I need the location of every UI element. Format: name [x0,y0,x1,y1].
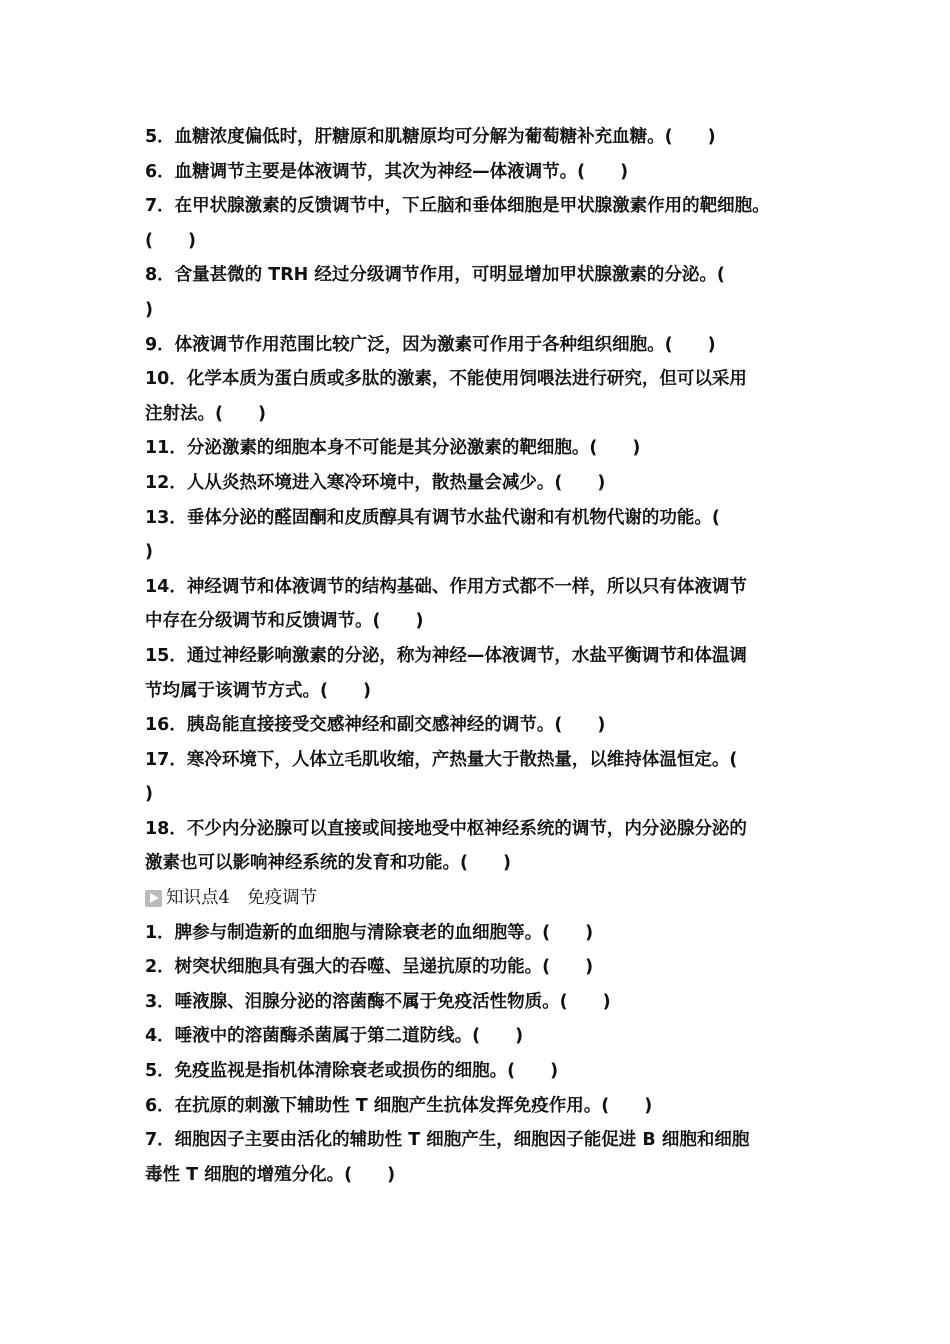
question-line: ) [145,784,153,805]
play-icon [145,890,162,907]
question-line: 6．在抗原的刺激下辅助性 T 细胞产生抗体发挥免疫作用。( ) [145,1095,653,1116]
question-item [145,916,825,951]
question-item [145,258,825,327]
question-line: 中存在分级调节和反馈调节。( ) [145,611,424,632]
question-line: 激素也可以影响神经系统的发育和功能。( ) [145,853,511,874]
document-page [145,120,825,1192]
question-item [145,189,825,258]
question-line: 注射法。( ) [145,403,266,424]
question-item [145,570,825,639]
question-line: 14．神经调节和体液调节的结构基础、作用方式都不一样，所以只有体液调节 [145,576,747,597]
question-line: ( ) [145,230,196,251]
question-line: 18．不少内分泌腺可以直接或间接地受中枢神经系统的调节，内分泌腺分泌的 [145,818,747,839]
question-item [145,501,825,570]
question-item [145,466,825,501]
question-item [145,120,825,155]
question-line: 8．含量甚微的 TRH 经过分级调节作用，可明显增加甲状腺激素的分泌。( [145,265,725,286]
section-heading [145,881,825,916]
question-line: 毒性 T 细胞的增殖分化。( ) [145,1164,396,1185]
question-line: 4．唾液中的溶菌酶杀菌属于第二道防线。( ) [145,1026,524,1047]
question-line: 15．通过神经影响激素的分泌，称为神经—体液调节，水盐平衡调节和体温调 [145,645,747,666]
question-item [145,743,825,812]
section-4-questions [145,916,825,1193]
question-line: 2．树突状细胞具有强大的吞噬、呈递抗原的功能。( ) [145,957,594,978]
question-line: 1．脾参与制造新的血细胞与清除衰老的血细胞等。( ) [145,922,594,943]
question-line: 12．人从炎热环境进入寒冷环境中，散热量会减少。( ) [145,472,606,493]
question-item [145,1089,825,1124]
question-line: 9．体液调节作用范围比较广泛，因为激素可作用于各种组织细胞。( ) [145,334,716,355]
question-line: 16．胰岛能直接接受交感神经和副交感神经的调节。( ) [145,715,606,736]
question-line: 13．垂体分泌的醛固酮和皮质醇具有调节水盐代谢和有机物代谢的功能。( [145,507,720,528]
question-item [145,155,825,190]
question-line: 10．化学本质为蛋白质或多肽的激素，不能使用饲喂法进行研究，但可以采用 [145,369,747,390]
question-item [145,708,825,743]
question-item [145,328,825,363]
question-item [145,639,825,708]
question-item [145,812,825,881]
question-line: ) [145,542,153,563]
section-heading-text: 知识点4 免疫调节 [166,888,318,909]
question-item [145,950,825,985]
question-item [145,1019,825,1054]
question-item [145,362,825,431]
question-line: 11．分泌激素的细胞本身不可能是其分泌激素的靶细胞。( ) [145,438,641,459]
section-3-questions [145,120,825,881]
question-item [145,985,825,1020]
question-line: 5．血糖浓度偏低时，肝糖原和肌糖原均可分解为葡萄糖补充血糖。( ) [145,127,716,147]
question-item [145,1123,825,1192]
question-line: 5．免疫监视是指机体清除衰老或损伤的细胞。( ) [145,1061,559,1082]
question-line: 6．血糖调节主要是体液调节，其次为神经—体液调节。( ) [145,161,629,182]
question-line: 7．在甲状腺激素的反馈调节中，下丘脑和垂体细胞是甲状腺激素作用的靶细胞。 [145,196,770,217]
question-line: 7．细胞因子主要由活化的辅助性 T 细胞产生，细胞因子能促进 B 细胞和细胞 [145,1130,750,1151]
question-item [145,1054,825,1089]
question-line: 节均属于该调节方式。( ) [145,680,371,701]
question-line: ) [145,299,153,320]
question-line: 3．唾液腺、泪腺分泌的溶菌酶不属于免疫活性物质。( ) [145,991,611,1012]
question-item [145,431,825,466]
question-line: 17．寒冷环境下，人体立毛肌收缩，产热量大于散热量，以维持体温恒定。( [145,749,738,770]
